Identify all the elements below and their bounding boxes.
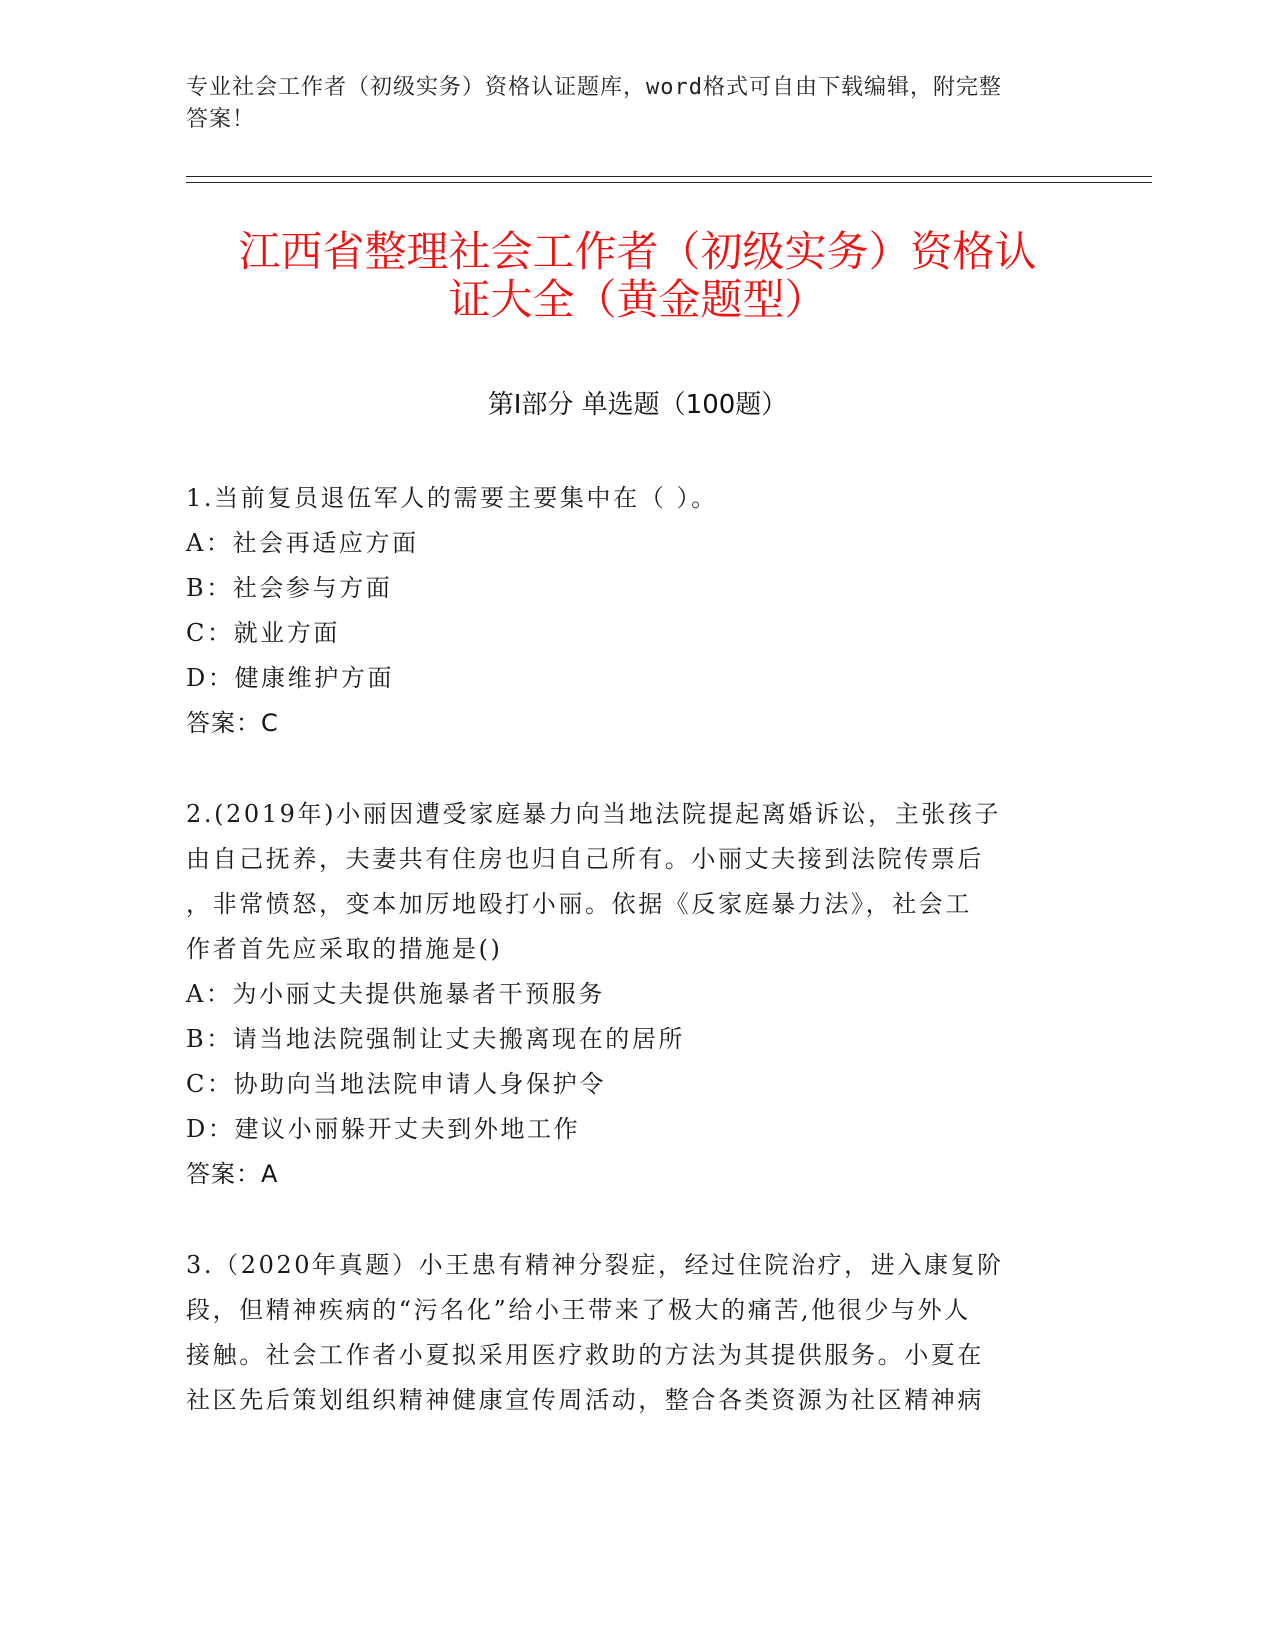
stem-line: 段，但精神疾病的“污名化”给小王带来了极大的痛苦,他很少与外人 xyxy=(186,1296,971,1324)
option-a: A：社会再适应方面 xyxy=(186,529,419,557)
section-heading: 第Ⅰ部分 单选题（100题） xyxy=(487,390,788,420)
question-stem xyxy=(186,1243,1086,1423)
document-title-line: 证大全（黄金题型） xyxy=(448,275,827,324)
header-divider xyxy=(186,176,1152,177)
question-list xyxy=(186,476,1086,1469)
stem-line: 社区先后策划组织精神健康宣传周活动，整合各类资源为社区精神病 xyxy=(186,1386,984,1414)
header-note-line: 答案！ xyxy=(186,107,256,132)
document-title-line: 江西省整理社会工作者（初级实务）资格认 xyxy=(238,227,1037,276)
stem-line: 1.当前复员退伍军人的需要主要集中在（ ）。 xyxy=(186,484,718,512)
stem-line: 2.(2019年)小丽因遭受家庭暴力向当地法院提起离婚诉讼，主张孩子 xyxy=(186,800,1002,828)
question-3 xyxy=(186,1243,1086,1423)
option-c: C：协助向当地法院申请人身保护令 xyxy=(186,1070,606,1098)
option-b: B：请当地法院强制让丈夫搬离现在的居所 xyxy=(186,1025,686,1053)
option-b: B：社会参与方面 xyxy=(186,574,393,602)
stem-line: 接触。社会工作者小夏拟采用医疗救助的方法为其提供服务。小夏在 xyxy=(186,1341,984,1369)
option-d: D：健康维护方面 xyxy=(186,664,395,692)
header-divider xyxy=(186,182,1152,183)
header-note xyxy=(186,72,1086,136)
stem-line: ，非常愤怒，变本加厉地殴打小丽。依据《反家庭暴力法》，社会工 xyxy=(186,890,972,918)
question-stem xyxy=(186,792,1086,972)
question-2 xyxy=(186,792,1086,1197)
answer-line: 答案：A xyxy=(186,1160,279,1188)
option-a: A：为小丽丈夫提供施暴者干预服务 xyxy=(186,980,605,1008)
stem-line: 作者首先应采取的措施是() xyxy=(186,935,503,963)
option-c: C：就业方面 xyxy=(186,619,340,647)
document-title xyxy=(150,228,1125,324)
header-note-line: 专业社会工作者（初级实务）资格认证题库，word格式可自由下载编辑，附完整 xyxy=(186,75,1002,100)
question-1 xyxy=(186,476,1086,746)
answer-line: 答案：C xyxy=(186,709,279,737)
option-d: D：建议小丽躲开丈夫到外地工作 xyxy=(186,1115,581,1143)
stem-line: 3.（2020年真题）小王患有精神分裂症，经过住院治疗，进入康复阶 xyxy=(186,1251,1004,1279)
stem-line: 由自己抚养，夫妻共有住房也归自己所有。小丽丈夫接到法院传票后 xyxy=(186,845,984,873)
question-stem xyxy=(186,476,1086,521)
